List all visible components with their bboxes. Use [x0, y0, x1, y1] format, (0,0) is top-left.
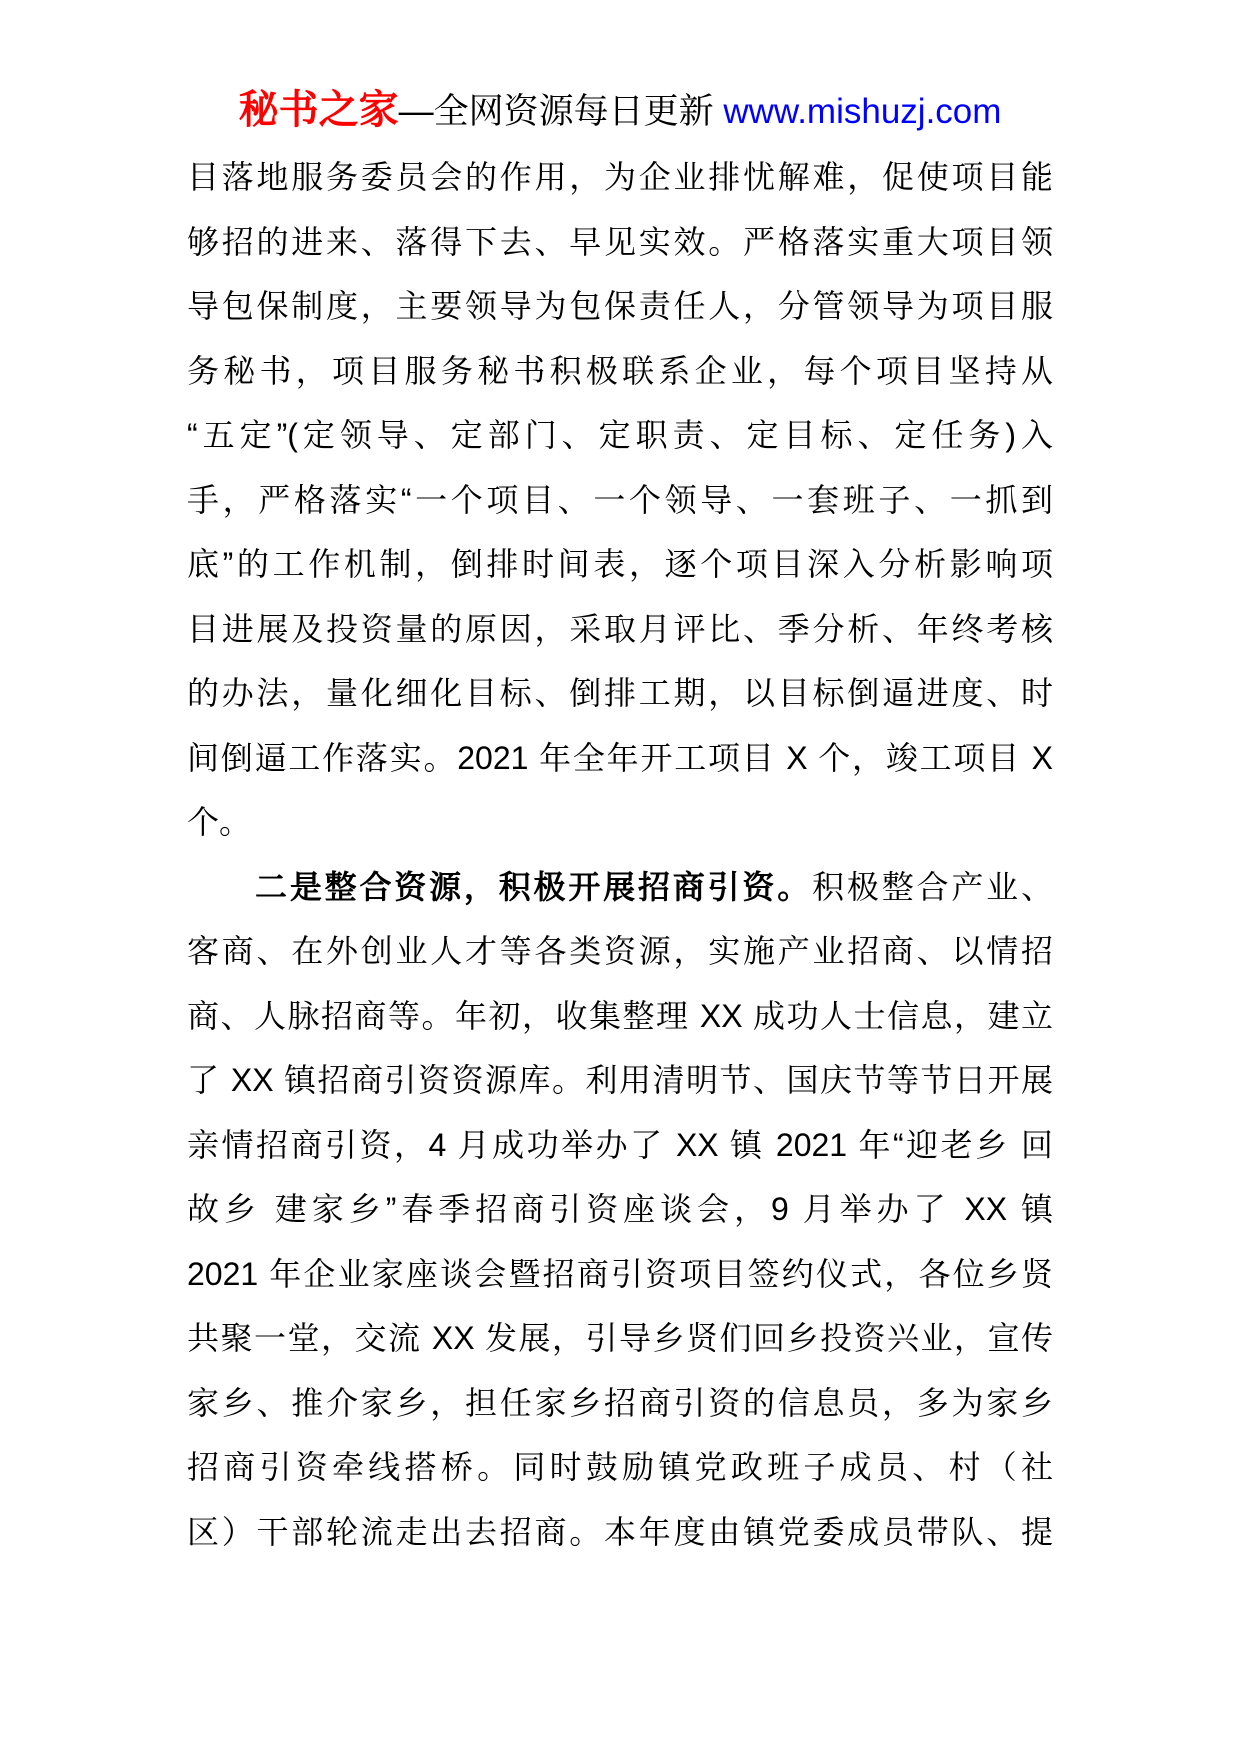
document-body: [187, 145, 1053, 1564]
site-url-link[interactable]: www.mishuzj.com: [723, 92, 1002, 131]
paragraph-1: [187, 145, 1053, 855]
paragraph-2: [187, 855, 1053, 1565]
text-line: 的办法，量化细化目标、倒排工期，以目标倒逼进度、时: [187, 675, 1053, 711]
text-line: 家乡、推介家乡，担任家乡招商引资的信息员，多为家乡: [187, 1384, 1053, 1421]
site-watermark-header: [0, 86, 1240, 143]
text-line: 够招的进来、落得下去、早见实效。严格落实重大项目领: [187, 223, 1053, 260]
text-line: 2021 年企业家座谈会暨招商引资项目签约仪式，各位乡贤: [187, 1255, 1053, 1292]
text-line: 招商引资牵线搭桥。同时鼓励镇党政班子成员、村（社: [187, 1449, 1053, 1485]
text-line: 区）干部轮流走出去招商。本年度由镇党委成员带队、提: [187, 1513, 1053, 1550]
site-tagline-text: —全网资源每日更新: [398, 92, 724, 131]
text-line: 商、人脉招商等。年初，收集整理 XX 成功人士信息，建立: [187, 997, 1053, 1034]
text-line: 手，严格落实“一个项目、一个领导、一套班子、一抓到: [187, 481, 1053, 518]
text-line: 导包保制度，主要领导为包保责任人，分管领导为项目服: [187, 288, 1053, 324]
text-line: 目落地服务委员会的作用，为企业排忧解难，促使项目能: [187, 159, 1053, 195]
text-line: 客商、在外创业人才等各类资源，实施产业招商、以情招: [187, 933, 1053, 969]
text-line: 底”的工作机制，倒排时间表，逐个项目深入分析影响项: [187, 546, 1053, 582]
text-line: 故乡 建家乡”春季招商引资座谈会，9 月举办了 XX 镇: [187, 1191, 1053, 1227]
text-line: 共聚一堂，交流 XX 发展，引导乡贤们回乡投资兴业，宣传: [187, 1320, 1053, 1356]
text-line: 目进展及投资量的原因，采取月评比、季分析、年终考核: [187, 610, 1053, 647]
text-line: 间倒逼工作落实。2021 年全年开工项目 X 个，竣工项目 X: [187, 739, 1053, 776]
site-brand-text: 秘书之家: [238, 88, 399, 132]
text-line: 了 XX 镇招商引资资源库。利用清明节、国庆节等节日开展: [187, 1062, 1053, 1098]
paragraph-lead-bold: 二是整合资源，积极开展招商引资。: [255, 868, 813, 905]
text-line: “五定”(定领导、定部门、定职责、定目标、定任务)入: [187, 417, 1053, 453]
text-line: 亲情招商引资，4 月成功举办了 XX 镇 2021 年“迎老乡 回: [187, 1126, 1053, 1163]
paragraph-lead-rest: 积极整合产业、: [812, 868, 1053, 905]
text-line: 个。: [187, 804, 252, 840]
text-line: 务秘书，项目服务秘书积极联系企业，每个项目坚持从: [187, 352, 1053, 389]
text-line: [187, 855, 1053, 920]
